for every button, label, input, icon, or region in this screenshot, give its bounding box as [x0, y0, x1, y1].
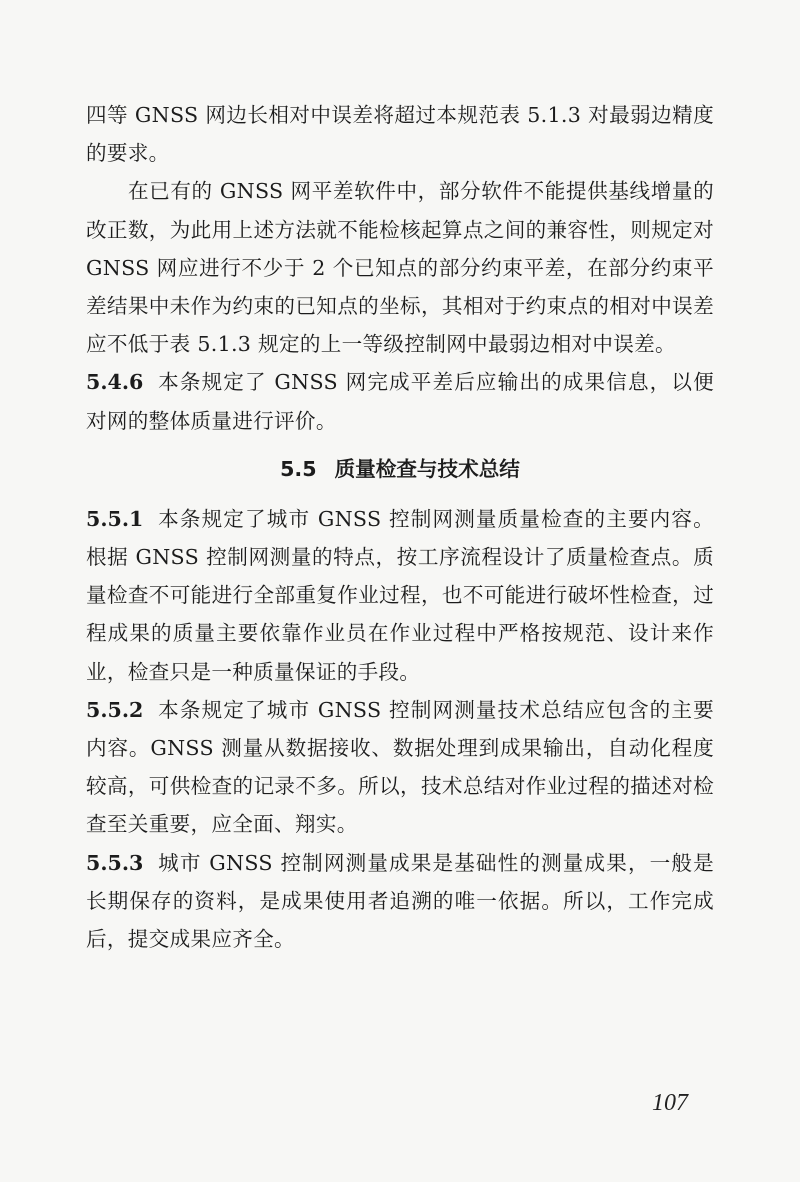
clause-5-5-2 — [86, 691, 714, 844]
clause-number: 5.5.1 — [86, 506, 144, 531]
clause-5-5-3 — [86, 844, 714, 959]
page-content — [86, 96, 714, 958]
paragraph-gnss-software: 在已有的 GNSS 网平差软件中，部分软件不能提供基线增量的改正数，为此用上述方法就不能检核起算点之间的兼容性，则规定对 GNSS 网应进行不少于 2 个已知点的部分约束平差，在部分约束平差结果中未作为约束的已知点的坐标，其相对于约束点的相对中误差应不低于表 5.1.3 规定的上一等级控制网中最弱边相对中误差。 — [86, 179, 714, 357]
clause-number: 5.5.2 — [86, 697, 144, 722]
clause-text: 本条规定了城市 GNSS 控制网测量技术总结应包含的主要内容。GNSS 测量从数据接收、数据处理到成果输出，自动化程度较高，可供检查的记录不多。所以，技术总结对作业过程的描述对检查至关重要，应全面、翔实。 — [86, 697, 714, 837]
page-number: 107 — [652, 1090, 688, 1116]
paragraph-continuation: 四等 GNSS 网边长相对中误差将超过本规范表 5.1.3 对最弱边精度的要求。 — [86, 103, 714, 166]
section-title: 质量检查与技术总结 — [334, 456, 520, 481]
clause-text: 城市 GNSS 控制网测量成果是基础性的测量成果，一般是长期保存的资料，是成果使用者追溯的唯一依据。所以，工作完成后，提交成果应齐全。 — [86, 850, 714, 952]
clause-number: 5.5.3 — [86, 850, 144, 875]
clause-number: 5.4.6 — [86, 370, 144, 395]
section-heading — [86, 454, 714, 484]
clause-text: 本条规定了城市 GNSS 控制网测量质量检查的主要内容。根据 GNSS 控制网测量的特点，按工序流程设计了质量检查点。质量检查不可能进行全部重复作业过程，也不可能进行破坏性检查，过程成果的质量主要依靠作业员在作业过程中严格按规范、设计来作业，检查只是一种质量保证的手段。 — [86, 506, 714, 684]
section-number: 5.5 — [280, 456, 317, 481]
clause-5-5-1 — [86, 500, 714, 691]
clause-text: 本条规定了 GNSS 网完成平差后应输出的成果信息，以便对网的整体质量进行评价。 — [86, 370, 714, 433]
clause-5-4-6 — [86, 363, 714, 439]
